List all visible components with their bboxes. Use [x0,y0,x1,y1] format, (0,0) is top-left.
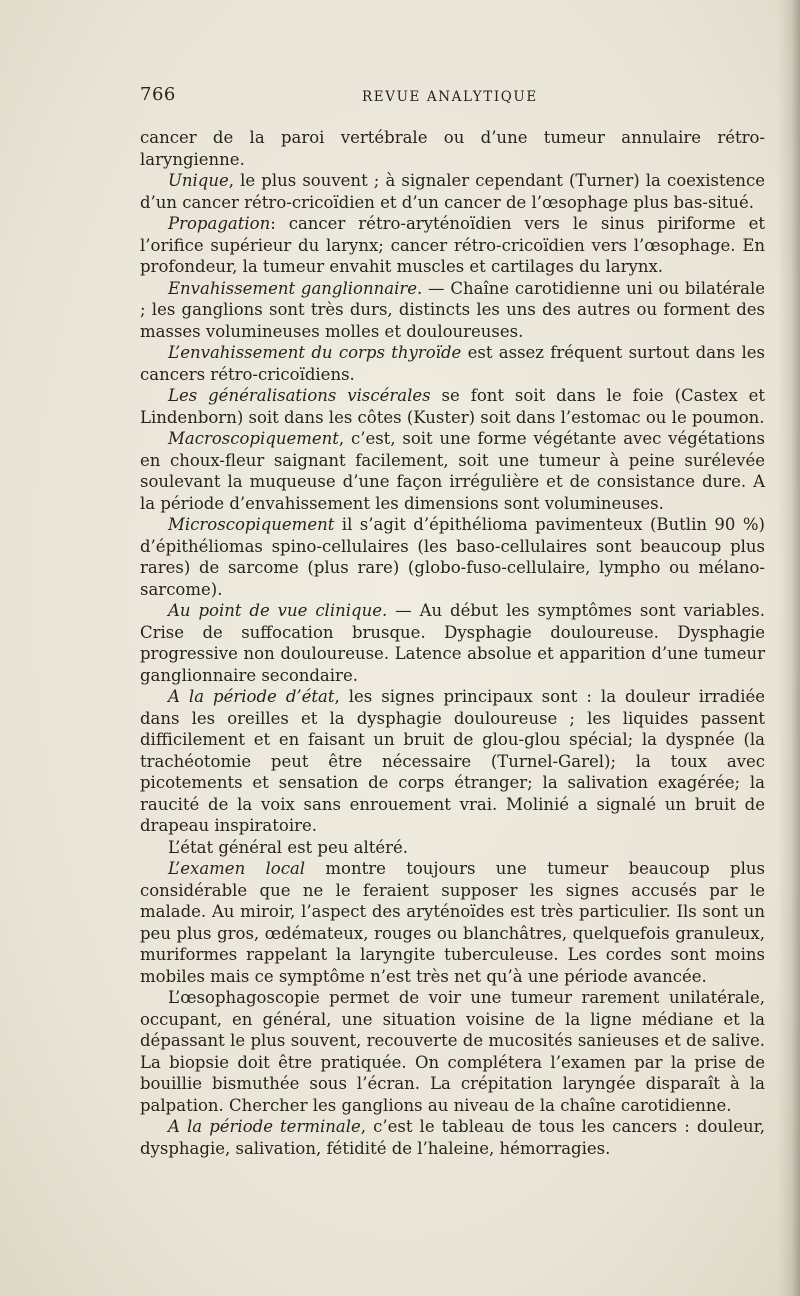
paragraph-text: — Chaîne carotidienne uni ou bilatérale ; les ganglions sont très durs, distincts les uns des autres ou forment des masses volumineuses molles et douloureuses. [140,278,765,341]
paragraph-text: L’œsophagoscopie permet de voir une tumeur rarement unilatérale, occupant, en général, une situation voisine de la ligne médiane et la dépassant le plus souvent, recouverte de mucosités sanieuses et de salive. La biopsie doit être pratiquée. On complétera l’examen par la prise de bouillie bismuthée sous l’écran. La crépitation laryngée disparaît à la palpation. Chercher les ganglions au niveau de la chaîne carotidienne. [140,988,765,1115]
paragraph [140,170,765,213]
paragraph-lead: Envahissement ganglionnaire. [168,278,423,298]
running-head: REVUE ANALYTIQUE [362,89,538,105]
paragraph [140,385,765,428]
paragraph [140,987,765,1116]
page-header [140,84,760,114]
paragraph [140,837,765,859]
paragraph [140,1116,765,1159]
page-number: 766 [140,84,176,105]
paragraph-lead: L’envahissement du corps thyroïde [168,343,462,362]
paragraph-lead: Macroscopiquement [168,429,339,448]
paragraph-lead: Les généralisations viscérales [168,386,431,405]
paragraph-text: , le plus souvent ; à signaler cependant (Turner) la coexistence d’un cancer rétro-cricoïdien et d’un cancer de l’œsophage plus bas-situé. [140,171,765,212]
paragraph-text: — Au début les symptômes sont variables. Crise de suffocation brusque. Dysphagie douloureuse. Dysphagie progressive non douloureuse. Latence absolue et apparition d’une tumeur ganglionnaire secondaire. [140,601,765,685]
paragraph-text: cancer de la paroi vertébrale ou d’une tumeur annulaire rétro-laryngienne. [140,128,765,169]
paragraph-lead: L’examen local [168,859,306,878]
paragraph [140,342,765,385]
paragraph-text: se font soit dans le foie (Castex et Lindenborn) soit dans les côtes (Kuster) soit dans l’estomac ou le poumon. [140,386,765,427]
paragraph [140,278,765,343]
page-edge-shadow [778,0,800,1296]
paragraph-lead: Microscopiquement [168,515,335,534]
paragraph-lead: Propagation [168,214,271,233]
paragraph-lead: A la période d’état [168,687,335,706]
paragraph-text: , les signes principaux sont : la douleur irradiée dans les oreilles et la dysphagie douloureuse ; les liquides passent difficilement et en faisant un bruit de glou-glou spécial; la dyspnée (la trachéotomie peut être nécessaire (Turnel-Garel); la toux avec picotements et sensation de corps étranger; la salivation exagérée; la raucité de la voix sans enrouement vrai. Molinié a signalé un bruit de drapeau inspiratoire. [140,687,765,835]
paragraph [140,600,765,686]
paragraph-text: , c’est, soit une forme végétante avec végétations en choux-fleur saignant facilement, soit une tumeur à peine surélevée soulevant la muqueuse d’une façon irrégulière et de consistance dure. A la période d’envahissement les dimensions sont volumineuses. [140,429,765,513]
paragraph [140,858,765,987]
paragraph-lead: A la période terminale [168,1117,361,1136]
paragraph-text: montre toujours une tumeur beaucoup plus considérable que ne le feraient supposer les signes accusés par le malade. Au miroir, l’aspect des aryténoïdes est très particulier. Ils sont un peu plus gros, œdémateux, rouges ou blanchâtres, quelquefois granuleux, muriformes rappelant la laryngite tuberculeuse. Les cordes sont moins mobiles mais ce symptôme n’est très net qu’à une période avancée. [140,859,765,986]
paragraph [140,428,765,514]
paragraph [140,514,765,600]
paragraph-text: il s’agit d’épithélioma pavimenteux (Butlin 90 %) d’épithéliomas spino-cellulaires (les baso-cellulaires sont beaucoup plus rares) de sarcome (plus rare) (globo-fuso-cellulaire, lympho ou mélano-sarcome). [140,515,765,599]
paragraph-lead: Unique [168,171,229,190]
paragraph [140,127,765,170]
paragraph [140,686,765,837]
paragraph [140,213,765,278]
paragraph-text: est assez fréquent surtout dans les cancers rétro-cricoïdiens. [140,343,765,384]
paragraph-text: : cancer rétro-aryténoïdien vers le sinus piriforme et l’orifice supérieur du larynx; cancer rétro-cricoïdien vers l’œsophage. En profondeur, la tumeur envahit muscles et cartilages du larynx. [140,214,765,276]
article-body [140,127,765,1159]
paragraph-text: , c’est le tableau de tous les cancers : douleur, dysphagie, salivation, fétidité de l’haleine, hémorragies. [140,1117,766,1158]
paragraph-lead: Au point de vue clinique. [168,601,388,620]
paragraph-text: L’état général est peu altéré. [168,837,409,857]
